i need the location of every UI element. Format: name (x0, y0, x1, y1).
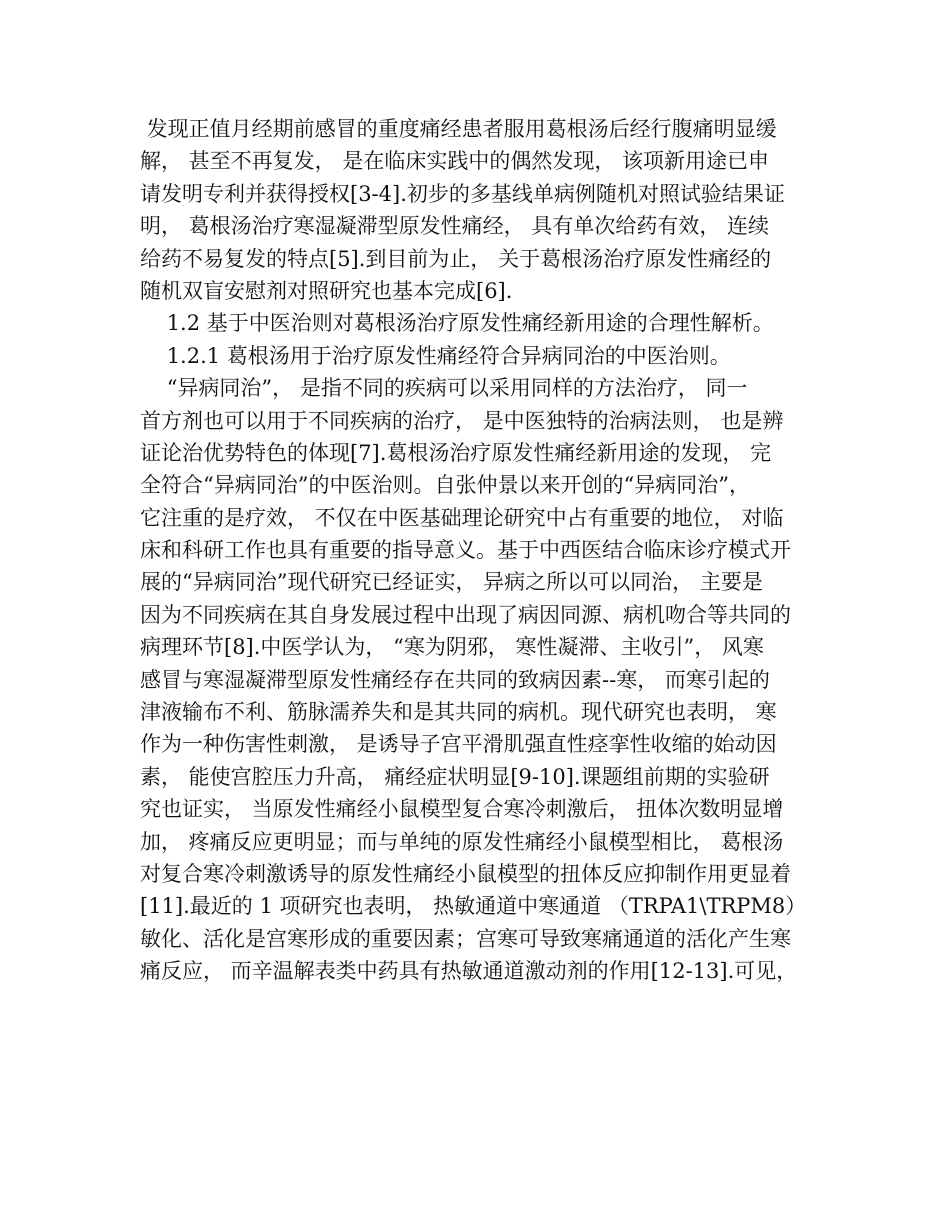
text-line: 全符合“异病同治”的中医治则。自张仲景以来开创的“异病同治”， (140, 473, 750, 498)
text-line: 它注重的是疗效， 不仅在中医基础理论研究中占有重要的地位， 对临 (140, 505, 784, 530)
text-line: 解， 甚至不再复发， 是在临床实践中的偶然发现， 该项新用途已申 (140, 149, 770, 174)
text-line: 痛反应， 而辛温解表类中药具有热敏通道激动剂的作用[12-13].可见， (140, 959, 798, 984)
text-line: 明， 葛根汤治疗寒湿凝滞型原发性痛经， 具有单次给药有效， 连续 (140, 214, 770, 239)
text-line: 床和科研工作也具有重要的指导意义。基于中西医结合临床诊疗模式开 (140, 538, 791, 563)
text-line: 首方剂也可以用于不同疾病的治疗， 是中医独特的治病法则， 也是辨 (140, 408, 784, 433)
text-line: 请发明专利并获得授权[3-4].初步的多基线单病例随机对照试验结果证 (140, 181, 785, 206)
text-line: 展的“异病同治”现代研究已经证实， 异病之所以可以同治， 主要是 (140, 570, 763, 595)
text-line: [11].最近的 1 项研究也表明， 热敏通道中寒通道 （TRPA1\TRPM8） (140, 894, 807, 919)
body-text (140, 113, 830, 988)
text-line: 给药不易复发的特点[5].到目前为止， 关于葛根汤治疗原发性痛经的 (140, 246, 772, 271)
subsection-heading: 1.2.1 葛根汤用于治疗原发性痛经符合异病同治的中医治则。 (140, 343, 731, 368)
text-line: 发现正值月经期前感冒的重度痛经患者服用葛根汤后经行腹痛明显缓 (140, 117, 777, 141)
text-line: 津液输布不利、筋脉濡养失和是其共同的病机。现代研究也表明， 寒 (140, 700, 777, 725)
text-line: 因为不同疾病在其自身发展过程中出现了病因同源、病机吻合等共同的 (140, 602, 791, 627)
text-line: 随机双盲安慰剂对照研究也基本完成[6]. (140, 278, 513, 303)
text-line: 究也证实， 当原发性痛经小鼠模型复合寒冷刺激后， 扭体次数明显增 (140, 797, 784, 822)
text-line: 作为一种伤害性刺激， 是诱导子宫平滑肌强直性痉挛性收缩的始动因 (140, 732, 777, 757)
text-line: 感冒与寒湿凝滞型原发性痛经存在共同的致病因素--寒， 而寒引起的 (140, 667, 770, 692)
text-line: 对复合寒冷刺激诱导的原发性痛经小鼠模型的扭体反应抑制作用更显着 (140, 861, 791, 886)
section-heading: 1.2 基于中医治则对葛根汤治疗原发性痛经新用途的合理性解析。 (140, 311, 774, 336)
text-line: 素， 能使宫腔压力升高， 痛经症状明显[9-10].课题组前期的实验研 (140, 764, 770, 789)
text-line: 病理环节[8].中医学认为， “寒为阴邪， 寒性凝滞、主收引”， 风寒 (140, 635, 764, 660)
text-line: 加， 疼痛反应更明显；而与单纯的原发性痛经小鼠模型相比， 葛根汤 (140, 829, 784, 854)
text-line: 敏化、活化是宫寒形成的重要因素；宫寒可导致寒痛通道的活化产生寒 (140, 926, 791, 951)
text-line: 证论治优势特色的体现[7].葛根汤治疗原发性痛经新用途的发现， 完 (140, 440, 772, 465)
text-line: “异病同治”， 是指不同的疾病可以采用同样的方法治疗， 同一 (140, 376, 748, 401)
